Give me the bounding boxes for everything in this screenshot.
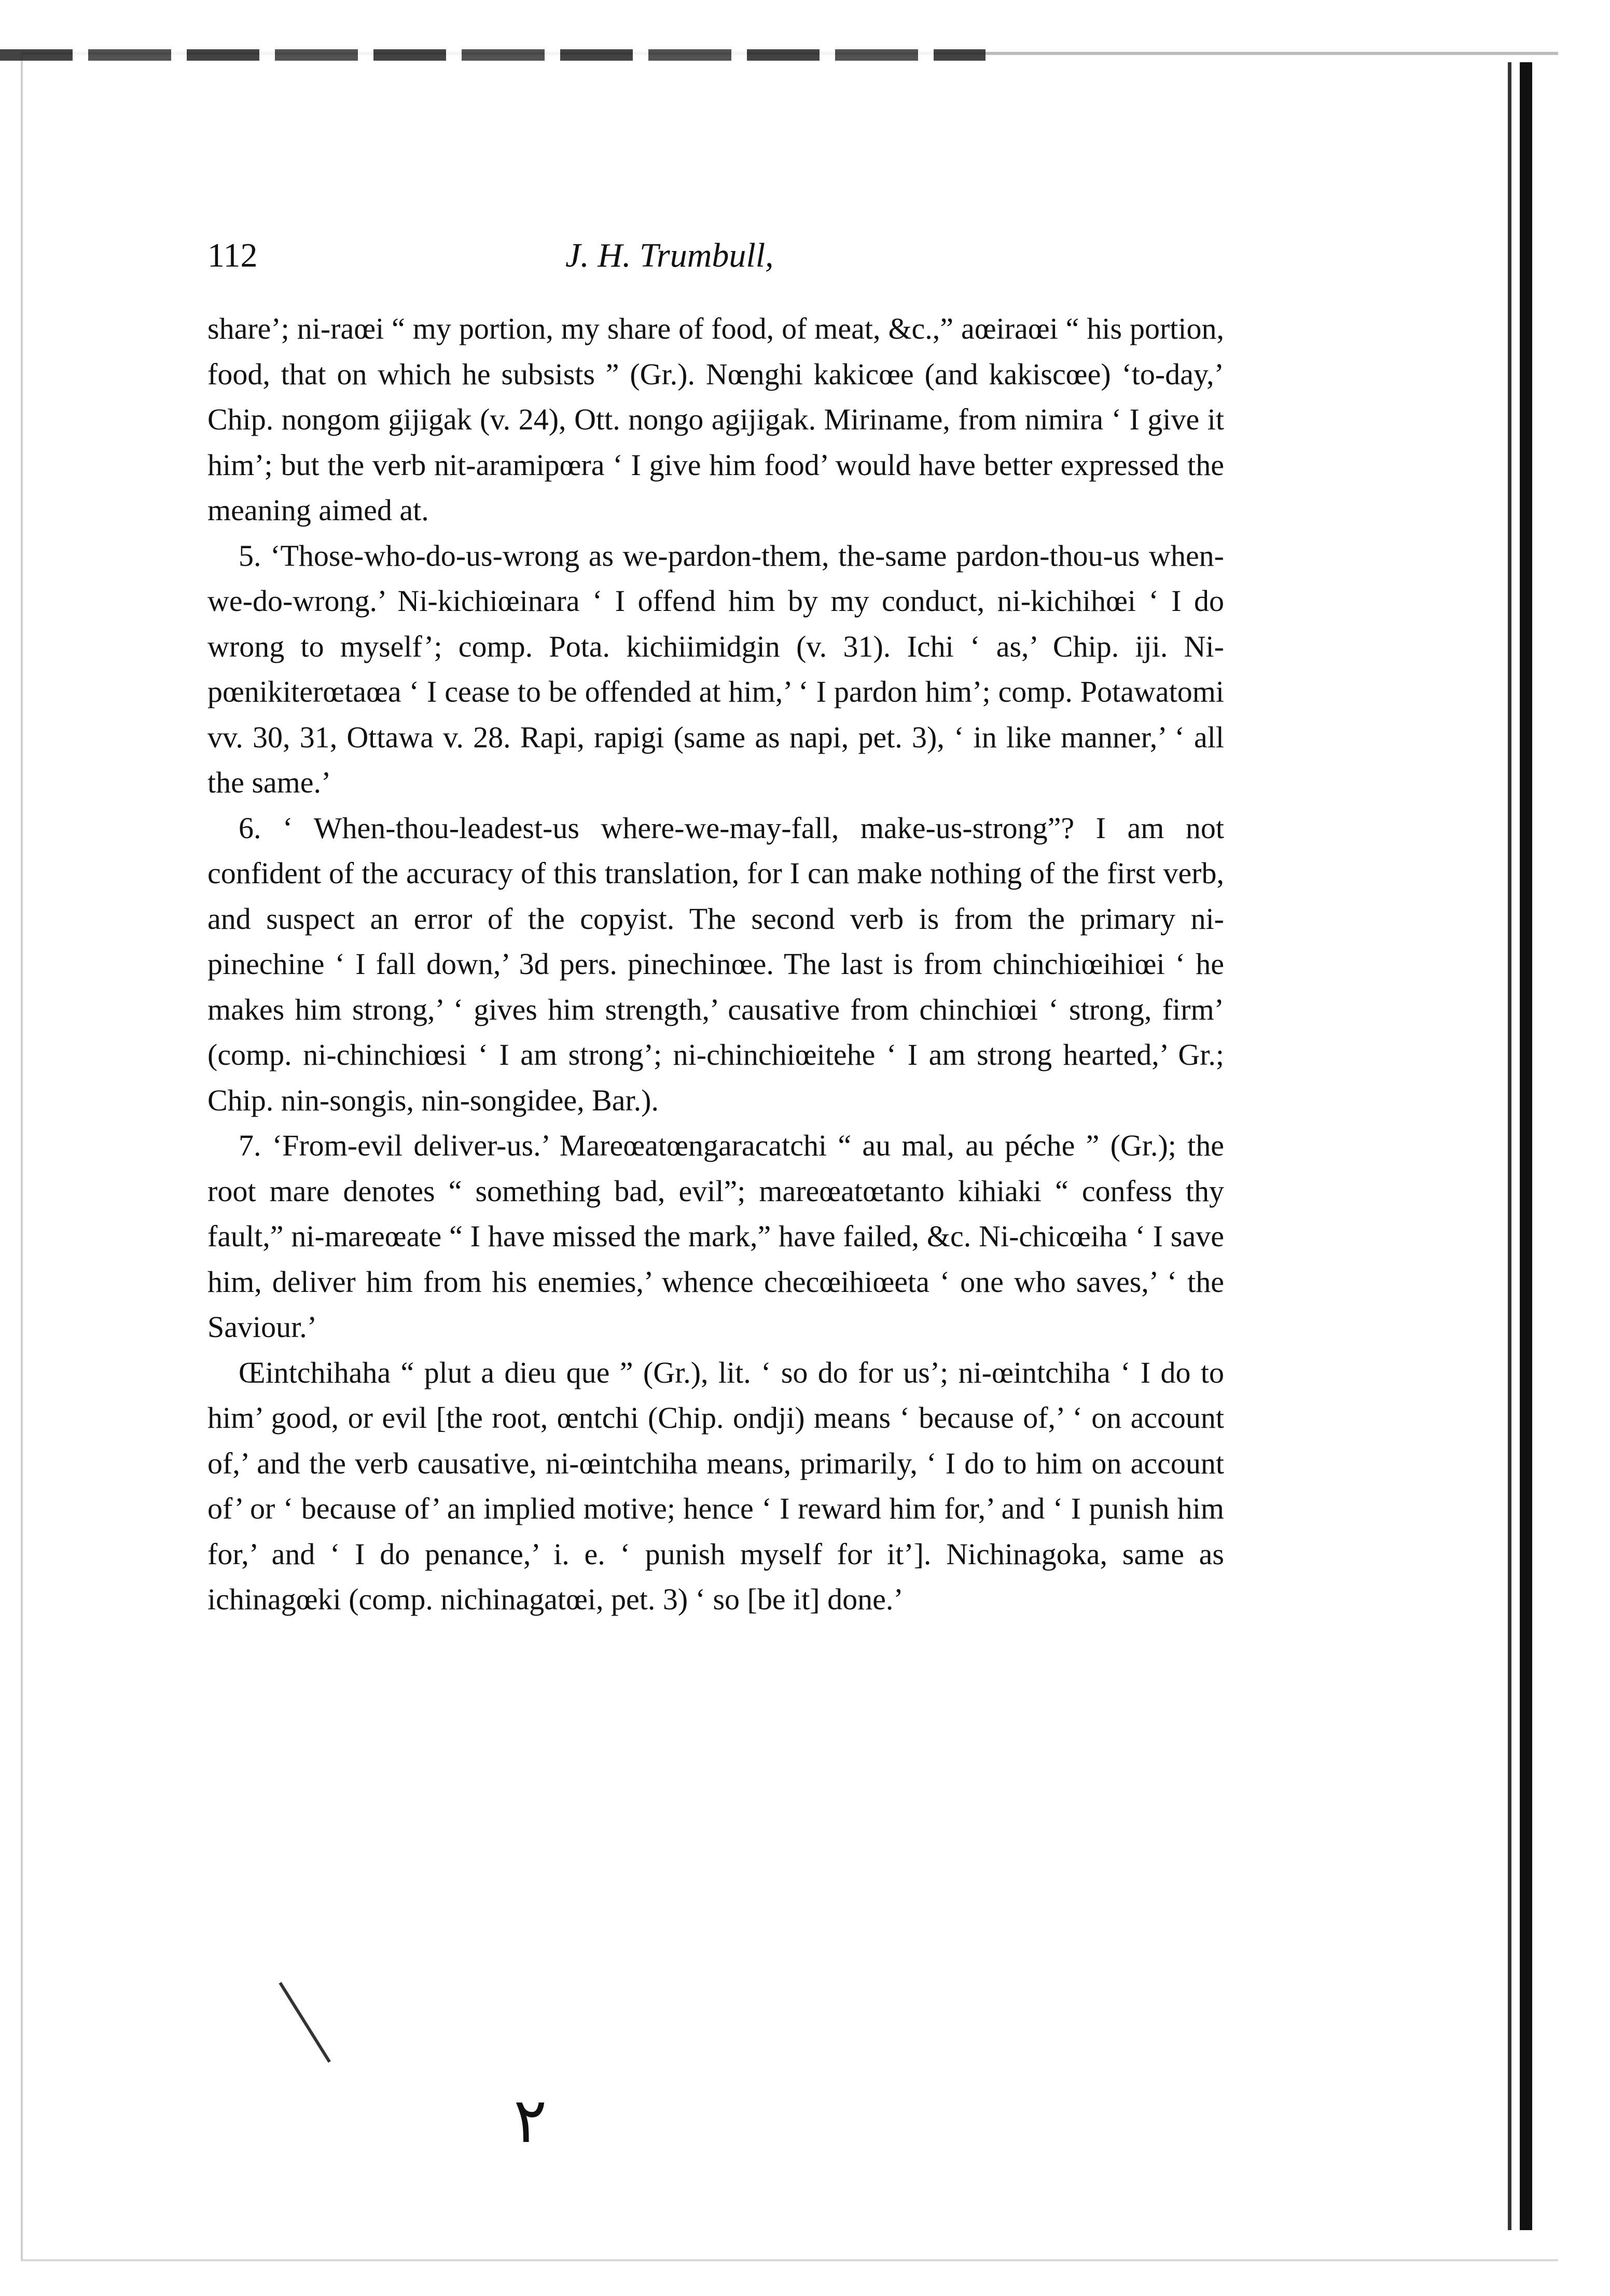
paragraph: 7. ‘From-evil deliver-us.’ Mareœatœngaracatchi “ au mal, au péche ” (Gr.); the root mare denotes “ something bad, evil”; mareœatœtanto kihiaki “ confess thy fault,” ni-mareœate “ I have missed the mark,” have failed, &c. Ni-chicœiha ‘ I save him, deliver him from his enemies,’ whence checœihiœeta ‘ one who saves,’ ‘ the Saviour.’ <box>207 1129 1224 1344</box>
binding-edge-inner <box>1508 62 1511 2230</box>
binding-edge <box>1520 62 1532 2230</box>
running-title: J. H. Trumbull, <box>565 236 774 274</box>
top-edge-rule <box>0 49 986 61</box>
page-number: 112 <box>207 236 258 274</box>
paragraph: share’; ni-raœi “ my portion, my share of food, of meat, &c.,” aœiraœi “ his portion, food, that on which he subsists ” (Gr.). Nœnghi kakicœe (and kakiscœe) ‘to-day,’ Chip. nongom gijigak (v. 24), Ott. nongo agijigak. Miriname, from nimira ‘ I give it him’; but the verb nit-aramipœra ‘ I give him food’ would have better expressed the meaning aimed at. <box>207 312 1224 527</box>
paragraph: 5. ‘Those-who-do-us-wrong as we-pardon-them, the-same pardon-thou-us when-we-do-wrong.’ Ni-kichiœinara ‘ I offend him by my conduct, ni-kichihœi ‘ I do wrong to myself’; comp. Pota. kichiimidgin (v. 31). Ichi ‘ as,’ Chip. iji. Ni-pœnikiterœtaœa ‘ I cease to be offended at him,’ ‘ I pardon him’; comp. Potawatomi vv. 30, 31, Ottawa v. 28. Rapi, rapigi (same as napi, pet. 3), ‘ in like manner,’ ‘ all the same.’ <box>207 538 1224 799</box>
running-head <box>207 236 1276 283</box>
body-text <box>207 306 1224 1622</box>
paragraph: Œintchihaha “ plut a dieu que ” (Gr.), lit. ‘ so do for us’; ni-œintchiha ‘ I do to him’ good, or evil [the root, œntchi (Chip. ondji) means ‘ because of,’ ‘ on account of,’ and the verb causative, ni-œintchiha means, primarily, ‘ I do to him on account of’ or ‘ because of’ an implied motive; hence ‘ I reward him for,’ and ‘ I punish him for,’ and ‘ I do penance,’ i. e. ‘ punish myself for it’]. Nichinagoka, same as ichinagœki (comp. nichinagatœi, pet. 3) ‘ so [be it] done.’ <box>207 1355 1224 1616</box>
handwritten-mark: ٢ <box>513 2086 547 2155</box>
paragraph: 6. ‘ When-thou-leadest-us where-we-may-fall, make-us-strong”? I am not confident of the accuracy of this translation, for I can make nothing of the first verb, and suspect an error of the copyist. The second verb is from the primary ni-pinechine ‘ I fall down,’ 3d pers. pinechinœe. The last is from chinchiœihiœi ‘ he makes him strong,’ ‘ gives him strength,’ causative from chinchiœi ‘ strong, firm’ (comp. ni-chinchiœsi ‘ I am strong’; ni-chinchiœitehe ‘ I am strong hearted,’ Gr.; Chip. nin-songis, nin-songidee, Bar.). <box>207 811 1224 1117</box>
